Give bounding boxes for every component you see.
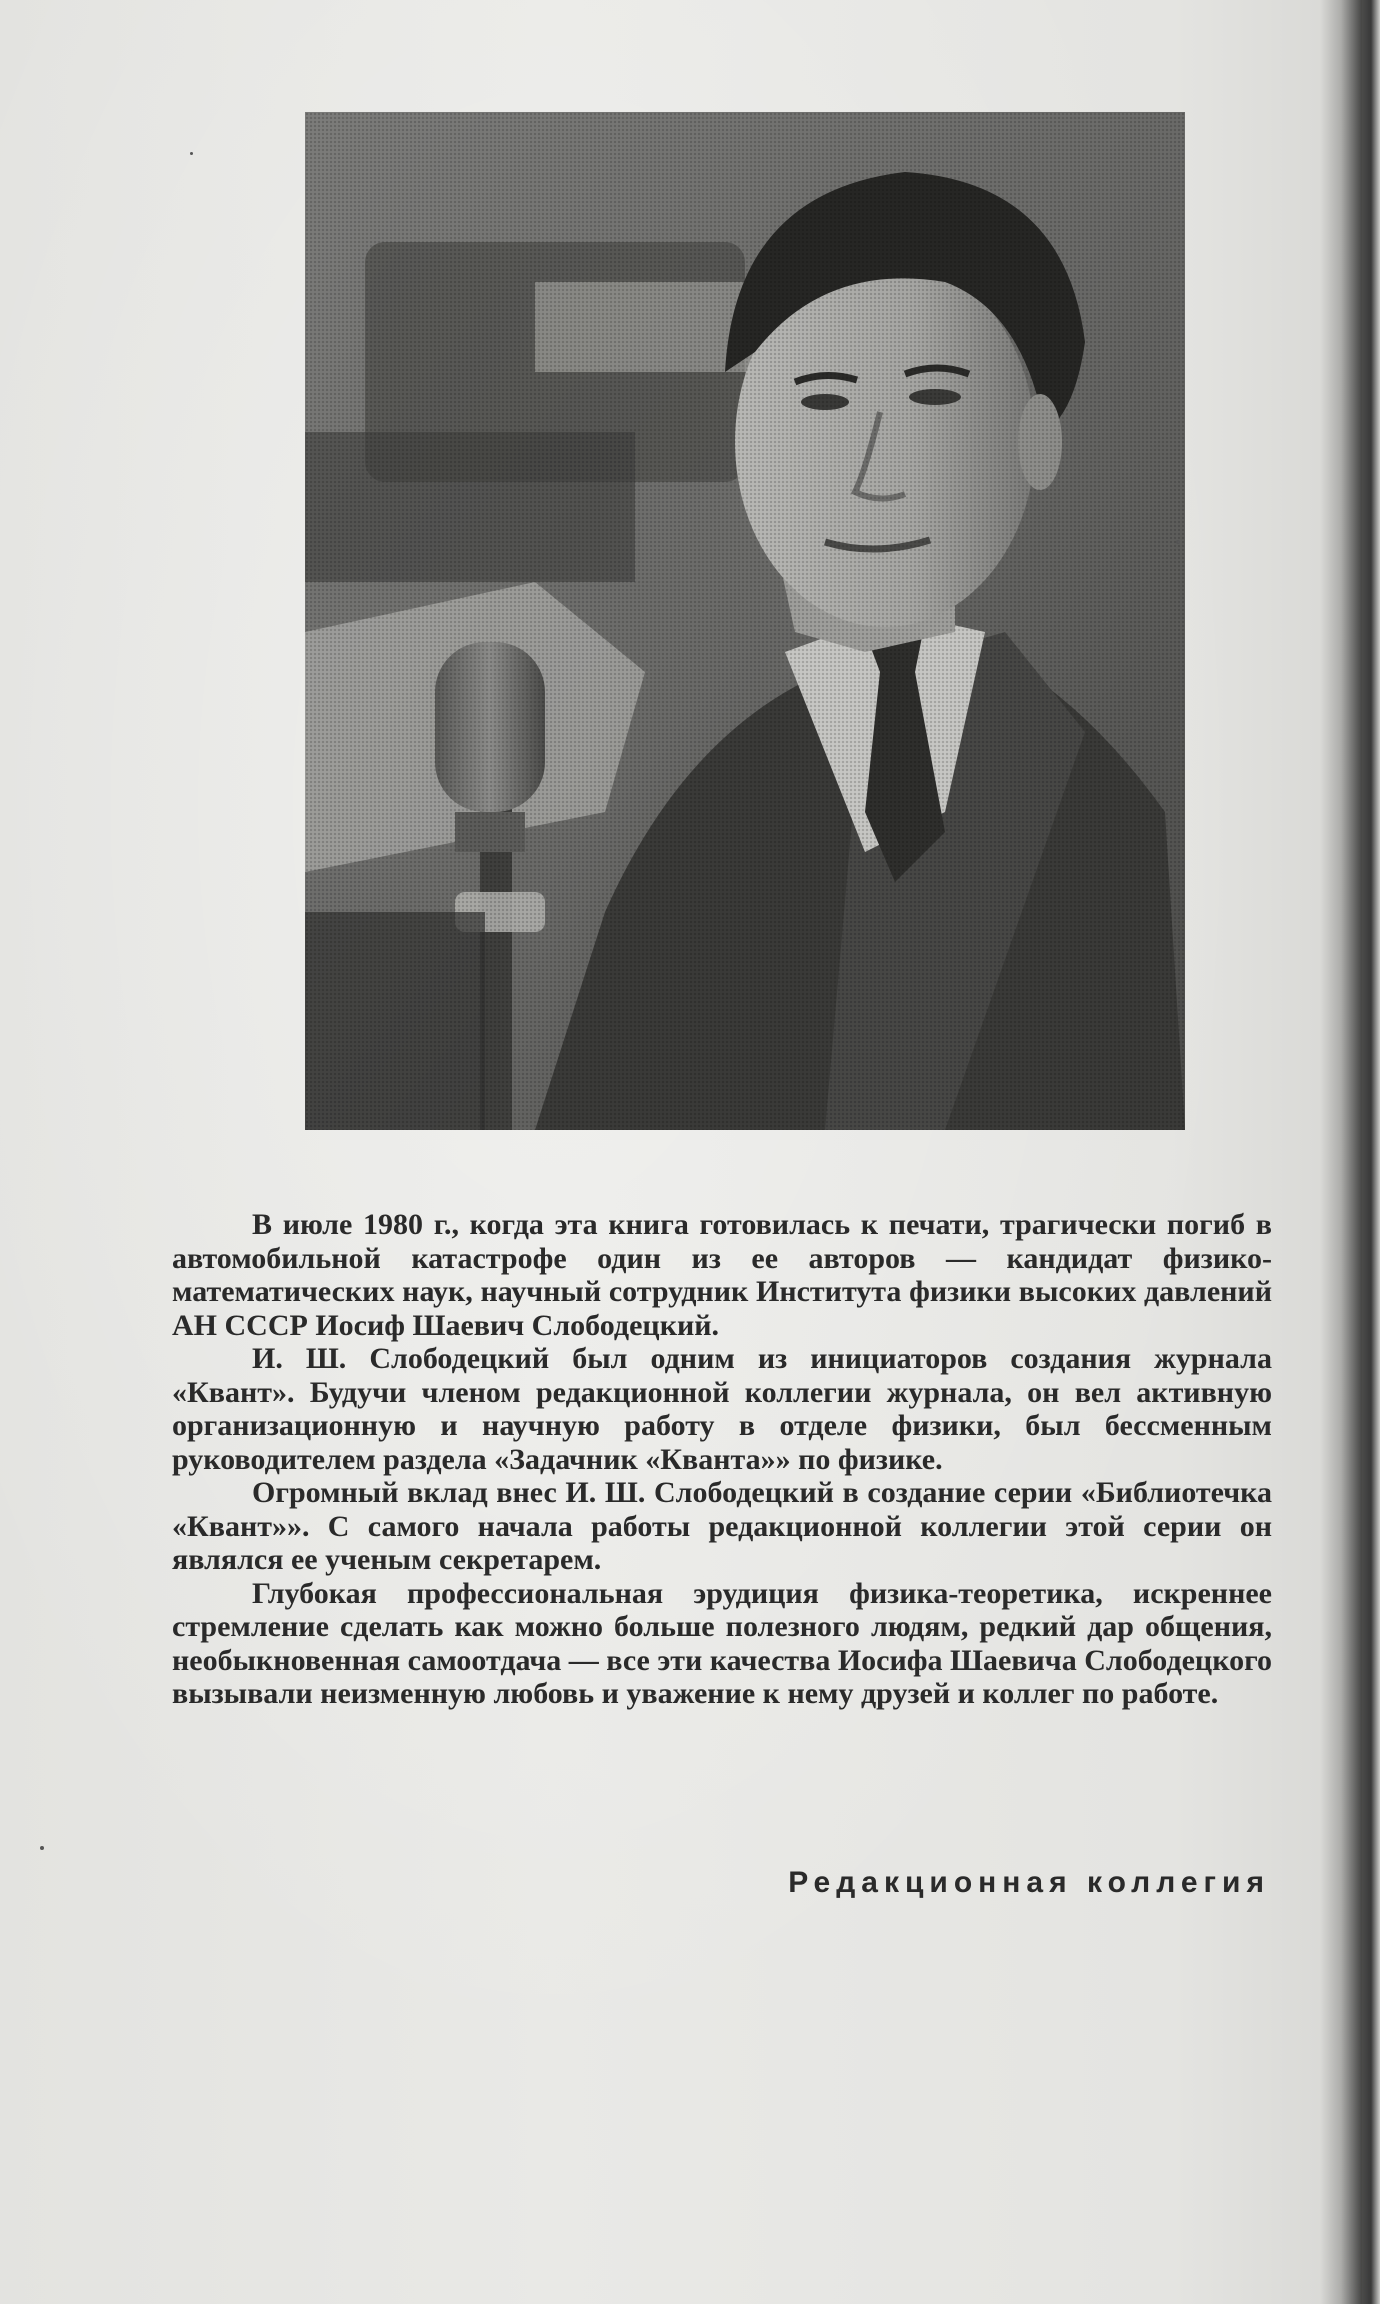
signature: Редакционная коллегия: [788, 1866, 1270, 1899]
paragraph-1: В июле 1980 г., когда эта книга готовилась к печати, трагически погиб в автомобильной катастрофе один из ее авторов — кандидат физико-математических наук, научный сотрудник Института физики высоких давлений АН СССР Иосиф Шаевич Слободецкий.: [172, 1208, 1272, 1342]
paragraph-3: Огромный вклад внес И. Ш. Слободецкий в создание серии «Библиотечка «Квант»». С самого начала работы редакционной коллегии этой серии он являлся ее ученым секретарем.: [172, 1476, 1272, 1576]
paragraph-2: И. Ш. Слободецкий был одним из инициаторов создания журнала «Квант». Будучи членом редакционной коллегии журнала, он вел активную организационную и научную работу в отделе физики, был бессменным руководителем раздела «Задачник «Кванта»» по физике.: [172, 1342, 1272, 1476]
portrait-photo: [305, 112, 1185, 1130]
print-speck: [1176, 540, 1180, 544]
print-speck: [40, 1846, 44, 1850]
memorial-text: [172, 1208, 1272, 1711]
paragraph-4: Глубокая профессиональная эрудиция физика-теоретика, искреннее стремление сделать как можно больше полезного людям, редкий дар общения, необыкновенная самоотдача — все эти качества Иосифа Шаевича Слободецкого вызывали неизменную любовь и уважение к нему друзей и коллег по работе.: [172, 1576, 1272, 1710]
print-speck: [190, 152, 193, 155]
spine-shadow: [1320, 0, 1380, 2304]
portrait-illustration: [305, 112, 1185, 1130]
